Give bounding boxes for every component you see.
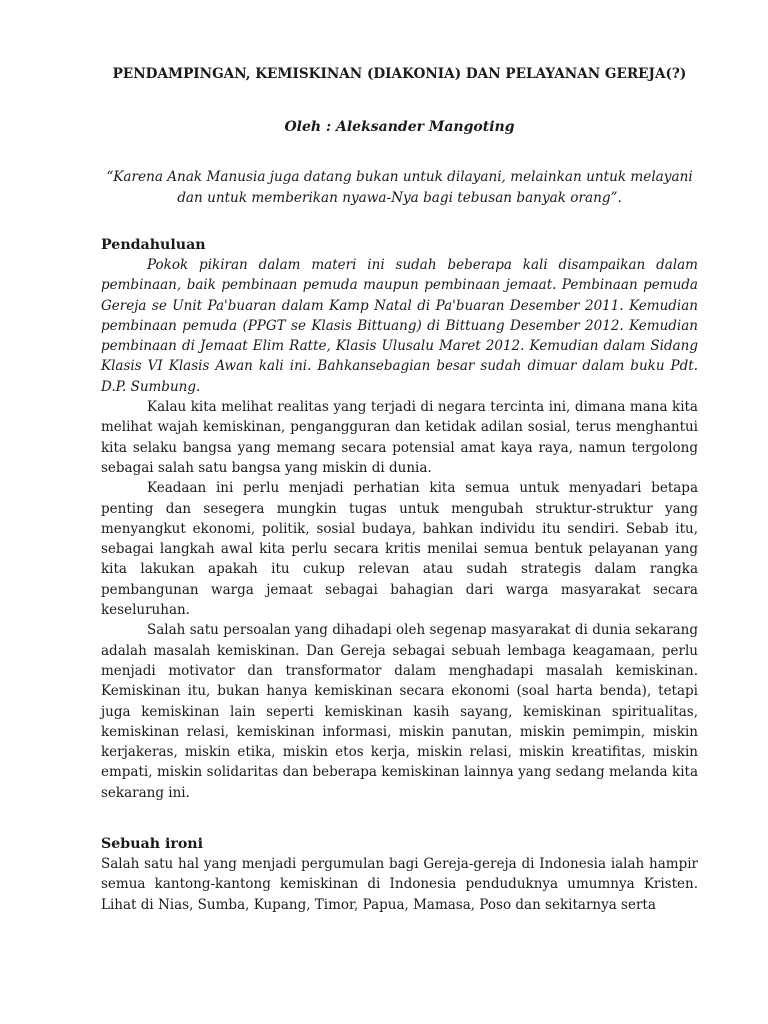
section-heading-sebuah-ironi: Sebuah ironi — [101, 836, 203, 853]
section-heading-pendahuluan: Pendahuluan — [101, 237, 206, 253]
paragraph: Salah satu hal yang menjadi pergumulan bagi Gereja-gereja di Indonesia ialah hampir semua kantong-kantong kemiskinan di Indonesia penduduknya umumnya Kristen. Lihat di Nias, Sumba, Kupang, Timor, Papua, Mamasa, Poso dan sekitarnya serta — [101, 856, 698, 913]
paragraph: Salah satu persoalan yang dihadapi oleh segenap masyarakat di dunia sekarang adalah masalah kemiskinan. Dan Gereja sebagai sebuah lembaga keagamaan, perlu menjadi motivator dan transformator dalam menghadapi masalah kemiskinan. Kemiskinan itu, bukan hanya kemiskinan secara ekonomi (soal harta benda), tetapi juga kemiskinan lain seperti kemiskinan kasih sayang, kemiskinan spiritualitas, kemiskinan relasi, kemiskinan informasi, miskin panutan, miskin pemimpin, miskin kerjakeras, miskin etika, miskin etos kerja, miskin relasi, miskin kreatifitas, miskin empati, miskin solidaritas dan beberapa kemiskinan lainnya yang sedang melanda kita sekarang ini. — [101, 622, 698, 801]
document-title: PENDAMPINGAN, KEMISKINAN (DIAKONIA) DAN PELAYANAN GEREJA(?) — [112, 66, 687, 82]
paragraph: Pokok pikiran dalam materi ini sudah beberapa kali disampaikan dalam pembinaan, baik pembinaan pemuda maupun pembinaan jemaat. Pembinaan pemuda Gereja se Unit Pa'buaran dalam Kamp Natal di Pa'buaran Desember 2011. Kemudian pembinaan pemuda (PPGT se Klasis Bittuang) di Bittuang Desember 2012. Kemudian pembinaan di Jemaat Elim Ratte, Klasis Ulusalu Maret 2012. Kemudian dalam Sidang Klasis VI Klasis Awan kali ini. Bahkansebagian besar sudah dimuar dalam buku Pdt. D.P. Sumbung. — [101, 257, 698, 395]
paragraph: Kalau kita melihat realitas yang terjadi di negara tercinta ini, dimana mana kita melihat wajah kemiskinan, pengangguran dan ketidak adilan sosial, terus menghantui kita selaku bangsa yang memang secara potensial amat kaya raya, namun tergolong sebagai salah satu bangsa yang miskin di dunia. — [101, 399, 698, 476]
epigraph-quote: “Karena Anak Manusia juga datang bukan untuk dilayani, melainkan untuk melayani dan untuk memberikan nyawa-Nya bagi tebusan banyak orang”. — [106, 169, 693, 206]
paragraph: Keadaan ini perlu menjadi perhatian kita semua untuk menyadari betapa penting dan sesegera mungkin tugas untuk mengubah struktur-struktur yang menyangkut ekonomi, politik, sosial budaya, bahkan individu itu sendiri. Sebab itu, sebagai langkah awal kita perlu secara kritis menilai semua bentuk pelayanan yang kita lakukan apakah itu cukup relevan atau sudah strategis dalam rangka pembangunan warga jemaat sebagai bahagian dari warga masyarakat secara keseluruhan. — [101, 480, 698, 619]
author-line: Oleh : Aleksander Mangoting — [284, 119, 515, 135]
